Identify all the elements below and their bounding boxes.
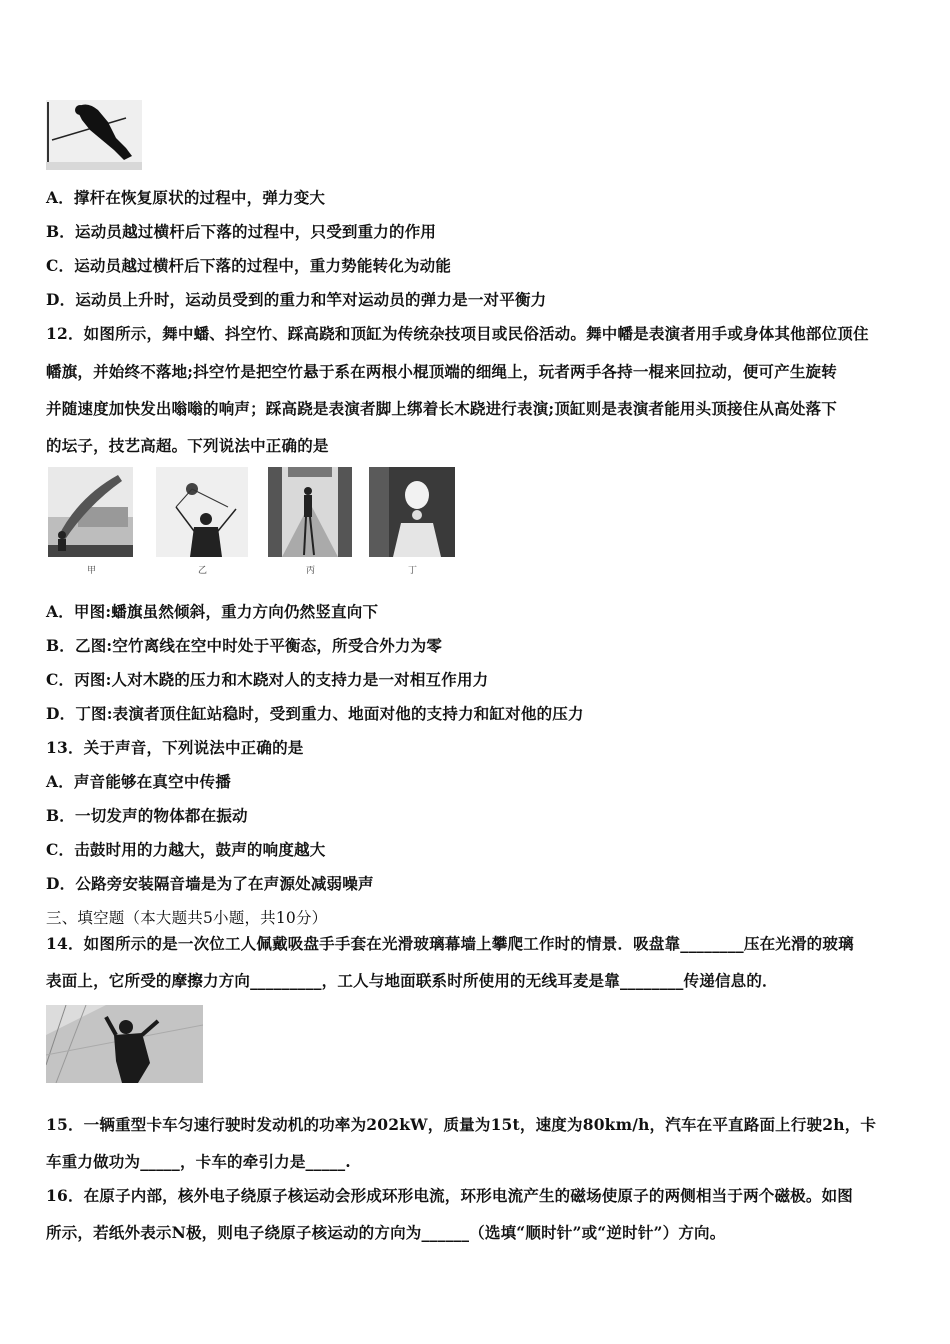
q14-line-1: 14．如图所示的是一次位工人佩戴吸盘手手套在光滑玻璃幕墙上攀爬工作时的情景．吸盘靠________压在光滑的玻璃: [46, 934, 854, 953]
q15-line-2: 车重力做功为_____，卡车的牵引力是_____.: [46, 1152, 351, 1171]
section-3-heading: 三、填空题（本大题共5小题，共10分）: [46, 909, 328, 927]
q15-line-1: 15．一辆重型卡车匀速行驶时发动机的功率为202kW，质量为15t，速度为80km/h，汽车在平直路面上行驶2h，卡: [46, 1115, 877, 1134]
q12-stem-line-2: 幡旗，并始终不落地;抖空竹是把空竹悬于系在两根小棍顶端的细绳上，玩者两手各持一棍来回拉动，便可产生旋转: [46, 362, 837, 381]
q16-line-2: 所示，若纸外表示N极，则电子绕原子核运动的方向为______（选填“顺时针”或“逆时针”）方向。: [46, 1223, 726, 1242]
q11-option-d: D．运动员上升时，运动员受到的重力和竿对运动员的弹力是一对平衡力: [46, 290, 547, 309]
q13-option-c: C．击鼓时用的力越大，鼓声的响度越大: [46, 840, 326, 859]
caption-ding: 丁: [408, 566, 418, 576]
caption-jia: 甲: [87, 566, 97, 576]
q12-stem-line-1: 12．如图所示，舞中蟠、抖空竹、踩高跷和顶缸为传统杂技项目或民俗活动。舞中幡是表演者用手或身体其他部位顶住: [46, 324, 869, 343]
q11-option-a: A．撑杆在恢复原状的过程中，弹力变大: [46, 188, 326, 207]
q12-option-c: C．丙图:人对木跷的压力和木跷对人的支持力是一对相互作用力: [46, 670, 489, 689]
q12-option-d: D．丁图:表演者顶住缸站稳时，受到重力、地面对他的支持力和缸对他的压力: [46, 704, 584, 723]
q13-option-a: A．声音能够在真空中传播: [46, 772, 231, 791]
figure-ding-jar: [369, 467, 455, 557]
q12-stem-line-3: 并随速度加快发出嗡嗡的响声；踩高跷是表演者脚上绑着长木跷进行表演;顶缸则是表演者能用头顶接住从高处落下: [46, 399, 837, 418]
q14-line-2: 表面上，它所受的摩擦力方向_________，工人与地面联系时所使用的无线耳麦是靠________传递信息的．: [46, 971, 778, 990]
glass-wall-climber-figure: [46, 1005, 203, 1083]
q11-option-b: B．运动员越过横杆后下落的过程中，只受到重力的作用: [46, 222, 437, 241]
q16-line-1: 16．在原子内部，核外电子绕原子核运动会形成环形电流，环形电流产生的磁场使原子的两侧相当于两个磁极。如图: [46, 1186, 853, 1205]
q13-option-b: B．一切发声的物体都在振动: [46, 806, 248, 825]
q13-stem: 13．关于声音，下列说法中正确的是: [46, 738, 304, 757]
q11-option-c: C．运动员越过横杆后下落的过程中，重力势能转化为动能: [46, 256, 452, 275]
q12-option-b: B．乙图:空竹离线在空中时处于平衡态，所受合外力为零: [46, 636, 443, 655]
figure-jia-flag: [48, 467, 133, 557]
caption-bing: 丙: [306, 566, 316, 576]
pole-vault-figure: [46, 100, 142, 170]
figure-yi-diabolo: [156, 467, 248, 557]
q12-stem-line-4: 的坛子，技艺高超。下列说法中正确的是: [46, 436, 329, 455]
caption-yi: 乙: [198, 566, 208, 576]
q13-option-d: D．公路旁安装隔音墙是为了在声源处减弱噪声: [46, 874, 374, 893]
q12-option-a: A．甲图:蟠旗虽然倾斜，重力方向仍然竖直向下: [46, 602, 379, 621]
figure-bing-stilts: [268, 467, 352, 557]
